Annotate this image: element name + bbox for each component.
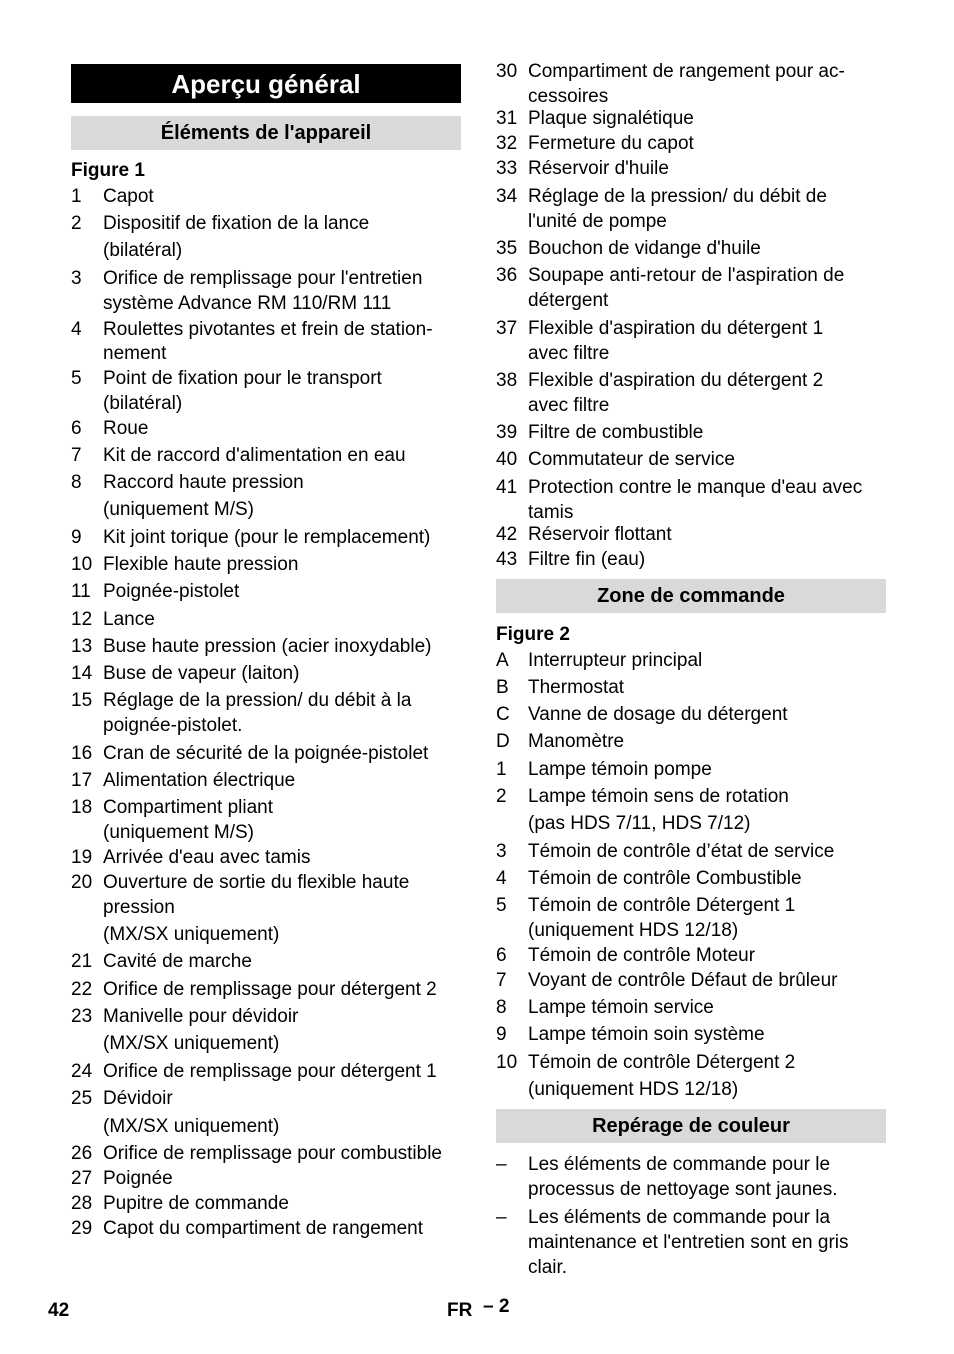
item-text-line: Arrivée d'eau avec tamis [103,847,311,868]
item-text-line: nement [103,343,167,364]
item-text-line: Point de fixation pour le transport [103,368,382,389]
item-number: 30 [496,61,518,82]
item-text-line: Lampe témoin service [528,997,714,1018]
item-number: 14 [71,663,93,684]
item-number: 42 [496,524,518,545]
item-text [103,552,465,577]
item-text [103,416,465,441]
item-text [103,768,465,793]
item-text-line: maintenance et l'entretien sont en gris [528,1232,849,1253]
item-text-line: Kit de raccord d'alimentation en eau [103,445,406,466]
item-text [528,106,890,131]
item-text-line: Flexible d'aspiration du détergent 1 [528,318,824,339]
item-text [103,870,465,945]
item-text [103,366,465,414]
item-text [528,475,890,523]
item-text [103,579,465,604]
item-number: C [496,704,510,725]
item-number: 33 [496,158,518,179]
item-number: 39 [496,422,518,443]
item-number: 16 [71,743,93,764]
item-text [528,943,890,968]
item-text-line: tamis [528,502,574,523]
item-number: 35 [496,238,518,259]
item-number: 13 [71,636,93,657]
item-text [528,263,890,311]
item-number: 9 [71,527,82,548]
item-number: 8 [71,472,82,493]
item-text-line: Kit joint torique (pour le remplacement) [103,527,431,548]
item-text-line: pression [103,897,175,918]
item-text [528,447,890,472]
item-number: 25 [71,1088,93,1109]
item-text-line: Manivelle pour dévidoir [103,1006,299,1027]
item-text [528,729,890,754]
item-text-line: Dispositif de fixation de la lance [103,213,370,234]
item-text [103,688,465,736]
item-text-line: avec filtre [528,395,610,416]
footer-lang: FR [447,1300,473,1321]
item-text-line: (bilatéral) [103,240,183,261]
item-text-line: Orifice de remplissage pour détergent 1 [103,1061,437,1082]
item-text-line: Réglage de la pression/ du débit de [528,186,827,207]
item-text-line: Fermeture du capot [528,133,694,154]
item-number: 28 [71,1193,93,1214]
item-text [528,368,890,416]
item-text-line: Flexible haute pression [103,554,299,575]
item-number: 37 [496,318,518,339]
item-text [103,317,465,364]
item-number: 10 [496,1052,518,1073]
item-text-line: (uniquement HDS 12/18) [528,1079,739,1100]
item-text [528,995,890,1020]
item-text-line: Cavité de marche [103,951,252,972]
item-text-line: détergent [528,290,609,311]
section-heading-control: Zone de commande [496,579,886,613]
item-text-line: Capot [103,186,154,207]
item-text-line: système Advance RM 110/RM 111 [103,293,392,314]
item-number: 32 [496,133,518,154]
item-text-line: Réservoir d'huile [528,158,669,179]
item-text [103,443,465,468]
item-number: 27 [71,1168,93,1189]
item-text-line: (uniquement M/S) [103,499,255,520]
item-text-line: Dévidoir [103,1088,173,1109]
item-text-line: Les éléments de commande pour la [528,1207,831,1228]
footer-subpage: – 2 [483,1296,510,1317]
item-number: 38 [496,370,518,391]
item-number: 6 [71,418,82,439]
item-text [103,1141,465,1166]
item-number: 9 [496,1024,507,1045]
item-number: 1 [496,759,507,780]
item-text [103,661,465,686]
item-text-line: Lampe témoin sens de rotation [528,786,789,807]
item-number: B [496,677,509,698]
item-text [528,648,890,673]
item-text [528,675,890,700]
item-number: 20 [71,872,93,893]
figure-1-label: Figure 1 [71,160,145,181]
item-text-line: Roue [103,418,149,439]
item-number: 4 [71,319,82,340]
item-text-line: l'unité de pompe [528,211,667,232]
item-number: 6 [496,945,507,966]
item-text-line: Lampe témoin soin système [528,1024,765,1045]
item-text-line: Alimentation électrique [103,770,296,791]
section-heading-color: Repérage de couleur [496,1109,886,1143]
page-number: 42 [48,1300,70,1321]
item-text [528,547,890,572]
item-number: 43 [496,549,518,570]
item-text-line: Compartiment de rangement pour ac- [528,61,845,82]
item-text [528,866,890,891]
item-number: 7 [496,970,507,991]
item-text-line: Manomètre [528,731,625,752]
item-text [103,845,465,870]
item-number: 22 [71,979,93,1000]
item-text [528,59,890,107]
item-text-line: Vanne de dosage du détergent [528,704,788,725]
item-number: 1 [71,186,82,207]
item-text-line: Cran de sécurité de la poignée-pistolet [103,743,429,764]
item-text-line: poignée-pistolet. [103,715,243,736]
item-text-line: Lampe témoin pompe [528,759,712,780]
item-text [528,156,890,181]
item-text-line: (MX/SX uniquement) [103,924,280,945]
item-number: 4 [496,868,507,889]
item-text [103,949,465,974]
item-text [103,1086,465,1137]
item-text-line: Soupape anti-retour de l'aspiration de [528,265,845,286]
item-number: 31 [496,108,518,129]
item-text [103,525,465,550]
item-number: 26 [71,1143,93,1164]
item-text [103,1191,465,1216]
item-text-line: Interrupteur principal [528,650,703,671]
item-text [103,634,465,659]
item-text-line: Protection contre le manque d'eau avec [528,477,863,498]
item-text-line: (uniquement M/S) [103,822,255,843]
item-number: D [496,731,510,752]
item-number: 8 [496,997,507,1018]
item-text-line: Réservoir flottant [528,524,672,545]
item-text-line: cessoires [528,86,609,107]
item-text [528,184,890,232]
section-heading-elements: Éléments de l'appareil [71,116,461,150]
item-text-line: (pas HDS 7/11, HDS 7/12) [528,813,751,834]
item-text-line: Pupitre de commande [103,1193,289,1214]
item-text [528,702,890,727]
item-number: 10 [71,554,93,575]
item-text-line: Compartiment pliant [103,797,274,818]
item-number: 19 [71,847,93,868]
item-text [528,316,890,364]
item-text-line: Ouverture de sortie du flexible haute [103,872,410,893]
item-text-line: Filtre fin (eau) [528,549,646,570]
item-text-line: Orifice de remplissage pour détergent 2 [103,979,437,1000]
item-text-line: (bilatéral) [103,393,183,414]
item-number: – [496,1207,507,1228]
item-text-line: (MX/SX uniquement) [103,1116,280,1137]
item-text-line: Flexible d'aspiration du détergent 2 [528,370,824,391]
item-text-line: Témoin de contrôle Moteur [528,945,756,966]
item-text [103,741,465,766]
item-text [528,784,890,834]
item-text-line: Témoin de contrôle d’état de service [528,841,835,862]
item-text-line: Commutateur de service [528,449,735,470]
item-text [103,1059,465,1084]
item-text [528,839,890,864]
item-text-line: (MX/SX uniquement) [103,1033,280,1054]
item-text [103,607,465,632]
item-number: 5 [496,895,507,916]
item-text-line: Lance [103,609,155,630]
item-text-line: Poignée-pistolet [103,581,240,602]
item-number: 24 [71,1061,93,1082]
item-text [528,1152,890,1200]
item-number: – [496,1154,507,1175]
item-text-line: Bouchon de vidange d'huile [528,238,761,259]
item-number: 23 [71,1006,93,1027]
item-text-line: Orifice de remplissage pour combustible [103,1143,442,1164]
item-text-line: Buse haute pression (acier inoxydable) [103,636,432,657]
item-text-line: Témoin de contrôle Détergent 2 [528,1052,796,1073]
item-text-line: Orifice de remplissage pour l'entretien [103,268,423,289]
item-number: 7 [71,445,82,466]
item-text-line: clair. [528,1257,568,1278]
item-text-line: Les éléments de commande pour le [528,1154,831,1175]
item-number: 5 [71,368,82,389]
item-number: 21 [71,951,93,972]
item-number: 36 [496,265,518,286]
item-text [528,1205,890,1278]
item-text [103,977,465,1002]
item-number: 18 [71,797,93,818]
item-text-line: Plaque signalétique [528,108,694,129]
item-text [528,420,890,445]
item-text [103,795,465,843]
item-text [103,1216,465,1241]
item-text [103,1166,465,1191]
item-text-line: processus de nettoyage sont jaunes. [528,1179,838,1200]
item-text [103,211,465,261]
item-text-line: Capot du compartiment de rangement [103,1218,424,1239]
item-text-line: Témoin de contrôle Combustible [528,868,802,889]
item-text-line: avec filtre [528,343,610,364]
item-text [528,1050,890,1100]
item-number: 29 [71,1218,93,1239]
page-title: Aperçu général [71,64,461,103]
item-number: 12 [71,609,93,630]
item-text [528,236,890,261]
item-number: 41 [496,477,518,498]
item-text [528,131,890,156]
item-text-line: Raccord haute pression [103,472,304,493]
item-text-line: Poignée [103,1168,173,1189]
item-number: 2 [71,213,82,234]
item-text-line: Thermostat [528,677,625,698]
item-text-line: (uniquement HDS 12/18) [528,920,739,941]
item-text [103,266,465,314]
item-text [103,470,465,520]
item-text-line: Buse de vapeur (laiton) [103,663,300,684]
item-number: 40 [496,449,518,470]
item-text [528,1022,890,1047]
item-text-line: Voyant de contrôle Défaut de brûleur [528,970,838,991]
item-number: 34 [496,186,518,207]
item-text [528,522,890,547]
item-text [528,968,890,993]
item-text [103,1004,465,1054]
item-number: 2 [496,786,507,807]
item-number: 11 [71,581,91,602]
item-number: 3 [71,268,82,289]
item-number: A [496,650,509,671]
item-number: 3 [496,841,507,862]
figure-2-label: Figure 2 [496,624,570,645]
item-text [103,184,465,209]
item-text [528,893,890,941]
item-text-line: Témoin de contrôle Détergent 1 [528,895,796,916]
item-text-line: Filtre de combustible [528,422,704,443]
item-text [528,757,890,782]
item-number: 15 [71,690,93,711]
item-text-line: Réglage de la pression/ du débit à la [103,690,412,711]
item-text-line: Roulettes pivotantes et frein de station- [103,319,433,340]
item-number: 17 [71,770,93,791]
